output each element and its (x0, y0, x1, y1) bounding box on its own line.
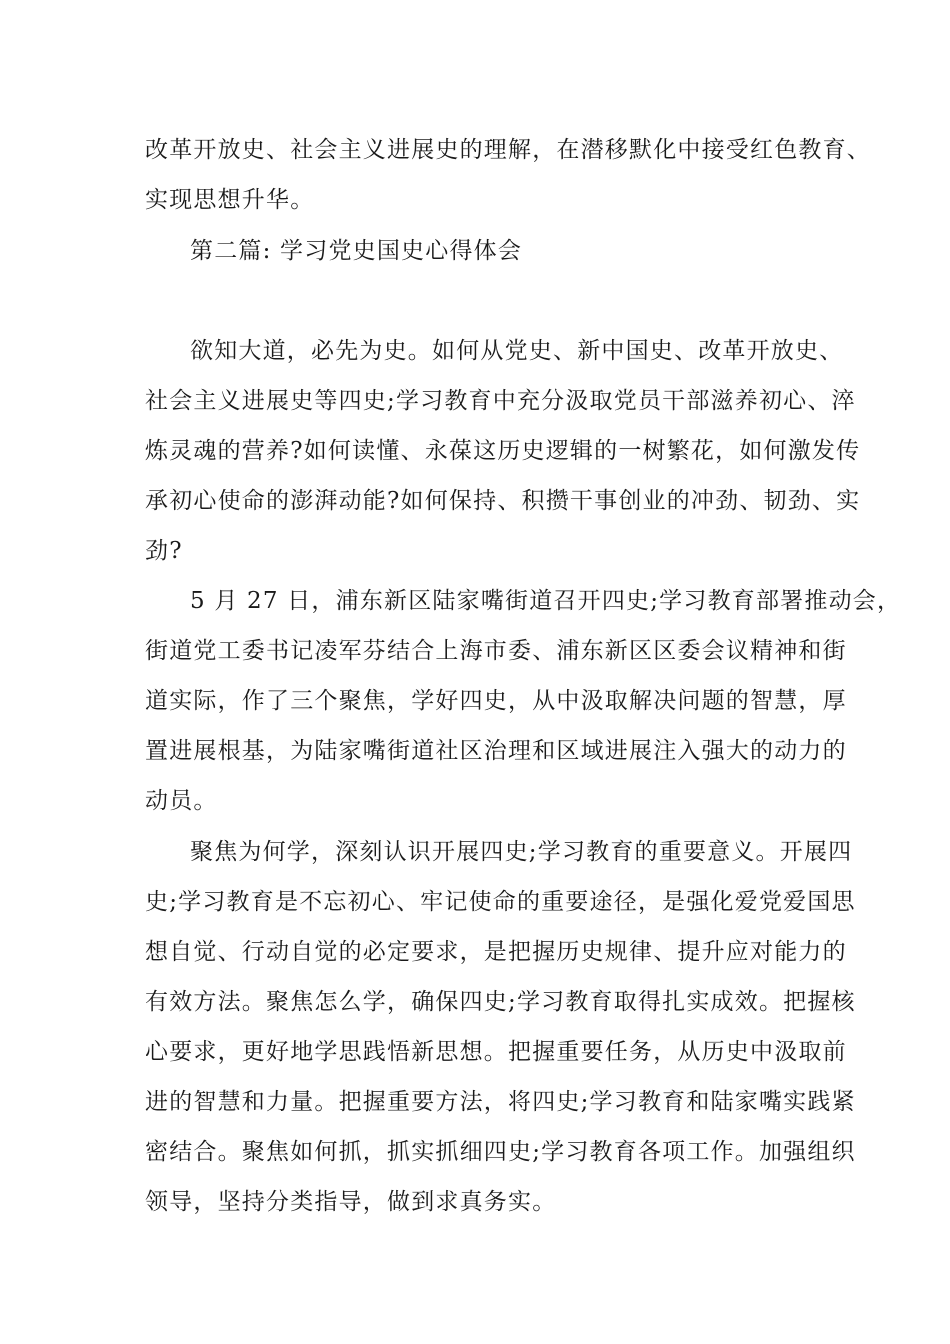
text-line: 密结合。聚焦如何抓，抓实抓细四史;学习教育各项工作。加强组织 (145, 1139, 856, 1165)
text-line: 进的智慧和力量。把握重要方法，将四史;学习教育和陆家嘴实践紧 (145, 1089, 856, 1115)
text-line: 心要求，更好地学思践悟新思想。把握重要任务，从历史中汲取前 (145, 1039, 847, 1065)
text-line: 欲知大道，必先为史。如何从党史、新中国史、改革开放史、 (190, 338, 844, 364)
section-heading: 第二篇: 学习党史国史心得体会 (190, 238, 523, 264)
text-line: 街道党工委书记凌军芬结合上海市委、浦东新区区委会议精神和街 (145, 638, 847, 664)
text-line: 炼灵魂的营养?如何读懂、永葆这历史逻辑的一树繁花，如何激发传 (145, 438, 861, 464)
text-line: 有效方法。聚焦怎么学，确保四史;学习教育取得扎实成效。把握核 (145, 989, 856, 1015)
text-line: 道实际，作了三个聚焦，学好四史，从中汲取解决问题的智慧，厚 (145, 688, 847, 714)
text-line: 实现思想升华。 (145, 187, 315, 213)
text-line: 社会主义进展史等四史;学习教育中充分汲取党员干部滋养初心、淬 (145, 388, 856, 414)
text-line: 聚焦为何学，深刻认识开展四史;学习教育的重要意义。开展四 (190, 839, 853, 865)
text-line: 动员。 (145, 788, 218, 814)
text-line: 想自觉、行动自觉的必定要求，是把握历史规律、提升应对能力的 (145, 939, 847, 965)
text-line: 承初心使命的澎湃动能?如何保持、积攒干事创业的冲劲、韧劲、实 (145, 488, 861, 514)
text-line: 史;学习教育是不忘初心、牢记使命的重要途径，是强化爱党爱国思 (145, 889, 856, 915)
text-line: 劲? (145, 538, 183, 564)
text-line: 置进展根基，为陆家嘴街道社区治理和区域进展注入强大的动力的 (145, 738, 847, 764)
text-line: 领导，坚持分类指导，做到求真务实。 (145, 1189, 557, 1215)
text-line: 改革开放史、社会主义进展史的理解，在潜移默化中接受红色教育、 (145, 137, 871, 163)
text-line: 5 月 27 日，浦东新区陆家嘴街道召开四史;学习教育部署推动会， (190, 588, 902, 614)
